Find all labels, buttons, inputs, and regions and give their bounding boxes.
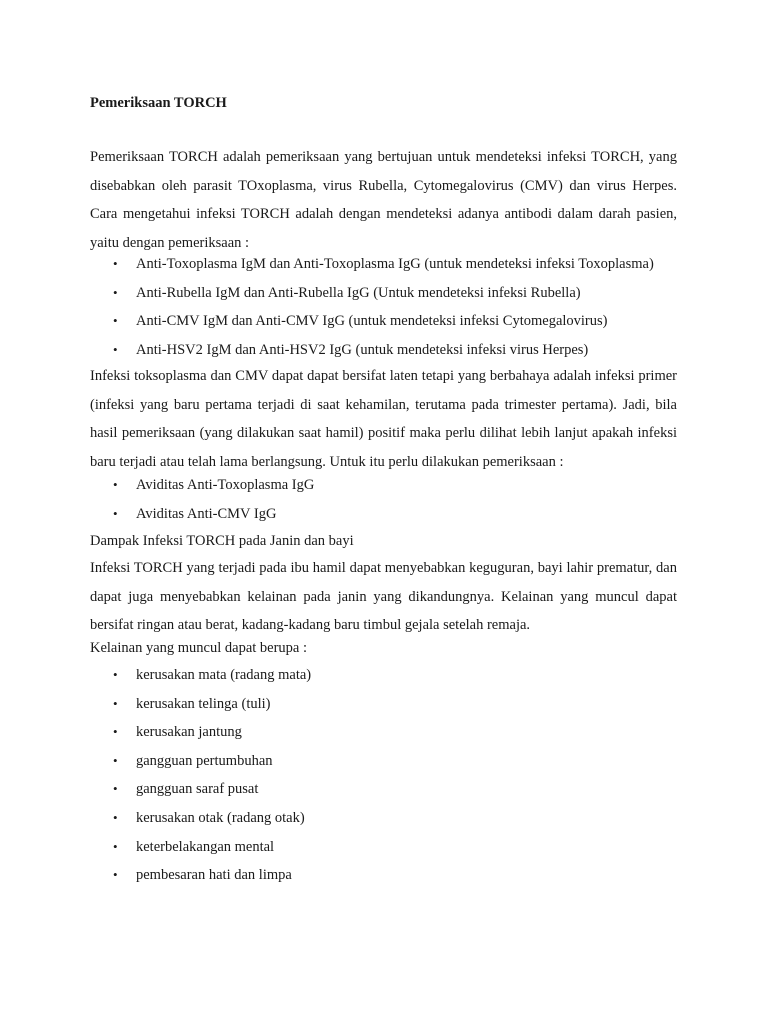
bullet-icon: • bbox=[113, 477, 118, 492]
abnormalities-intro: Kelainan yang muncul dapat berupa : bbox=[90, 640, 308, 656]
list-item: • Anti-Toxoplasma IgM dan Anti-Toxoplasma IgG (untuk mendeteksi infeksi Toxoplasma) bbox=[0, 250, 654, 279]
list-item: • Aviditas Anti-CMV IgG bbox=[0, 500, 314, 529]
list-item: • pembesaran hati dan limpa bbox=[0, 861, 311, 890]
bullet-icon: • bbox=[113, 256, 118, 271]
tests-list bbox=[0, 250, 654, 364]
list-item: • Anti-Rubella IgM dan Anti-Rubella IgG (Untuk mendeteksi infeksi Rubella) bbox=[0, 279, 654, 308]
latent-paragraph: Infeksi toksoplasma dan CMV dapat dapat bersifat laten tetapi yang berbahaya adalah infeksi primer (infeksi yang baru pertama terjadi di saat kehamilan, terutama pada trimester pertama). Jadi, bila hasil pemeriksaan (yang dilakukan saat hamil) positif maka perlu dilihat lebih lanjut apakah infeksi baru terjadi atau telah lama berlangsung. Untuk itu perlu dilakukan pemeriksaan : bbox=[90, 368, 677, 470]
bullet-icon: • bbox=[113, 724, 118, 740]
bullet-icon: • bbox=[113, 341, 118, 357]
list-item: • kerusakan otak (radang otak) bbox=[0, 804, 311, 833]
intro-paragraph: Pemeriksaan TORCH adalah pemeriksaan yang bertujuan untuk mendeteksi infeksi TORCH, yang disebabkan oleh parasit TOxoplasma, virus Rubella, Cytomegalovirus (CMV) dan virus Herpes. Cara mengetahui infeksi TORCH adalah dengan mendeteksi adanya antibodi dalam darah pasien, yaitu dengan pemeriksaan : bbox=[90, 149, 677, 251]
list-item: • kerusakan mata (radang mata) bbox=[0, 661, 311, 690]
list-item: • gangguan saraf pusat bbox=[0, 775, 311, 804]
document-title: Pemeriksaan TORCH bbox=[90, 95, 227, 111]
avidity-list bbox=[0, 471, 314, 528]
bullet-icon: • bbox=[113, 284, 118, 300]
impact-heading: Dampak Infeksi TORCH pada Janin dan bayi bbox=[90, 533, 354, 549]
list-item: • gangguan pertumbuhan bbox=[0, 747, 311, 776]
list-item: • Anti-CMV IgM dan Anti-CMV IgG (untuk mendeteksi infeksi Cytomegalovirus) bbox=[0, 307, 654, 336]
list-item: • kerusakan jantung bbox=[0, 718, 311, 747]
impact-paragraph: Infeksi TORCH yang terjadi pada ibu hamil dapat menyebabkan keguguran, bayi lahir prematur, dan dapat juga menyebabkan kelainan pada janin yang dikandungnya. Kelainan yang muncul dapat bersifat ringan atau berat, kadang-kadang baru timbul gejala setelah remaja. bbox=[90, 560, 677, 633]
list-item: • keterbelakangan mental bbox=[0, 833, 311, 862]
bullet-icon: • bbox=[113, 752, 118, 768]
bullet-icon: • bbox=[113, 781, 118, 797]
bullet-icon: • bbox=[113, 838, 118, 854]
list-item: • Anti-HSV2 IgM dan Anti-HSV2 IgG (untuk mendeteksi infeksi virus Herpes) bbox=[0, 336, 654, 365]
list-item: • Aviditas Anti-Toxoplasma IgG bbox=[0, 471, 314, 500]
abnormalities-list bbox=[0, 661, 311, 890]
bullet-icon: • bbox=[113, 313, 118, 329]
list-item: • kerusakan telinga (tuli) bbox=[0, 690, 311, 719]
bullet-icon: • bbox=[113, 867, 118, 883]
bullet-icon: • bbox=[113, 505, 118, 521]
bullet-icon: • bbox=[113, 667, 118, 682]
bullet-icon: • bbox=[113, 695, 118, 711]
bullet-icon: • bbox=[113, 809, 118, 825]
